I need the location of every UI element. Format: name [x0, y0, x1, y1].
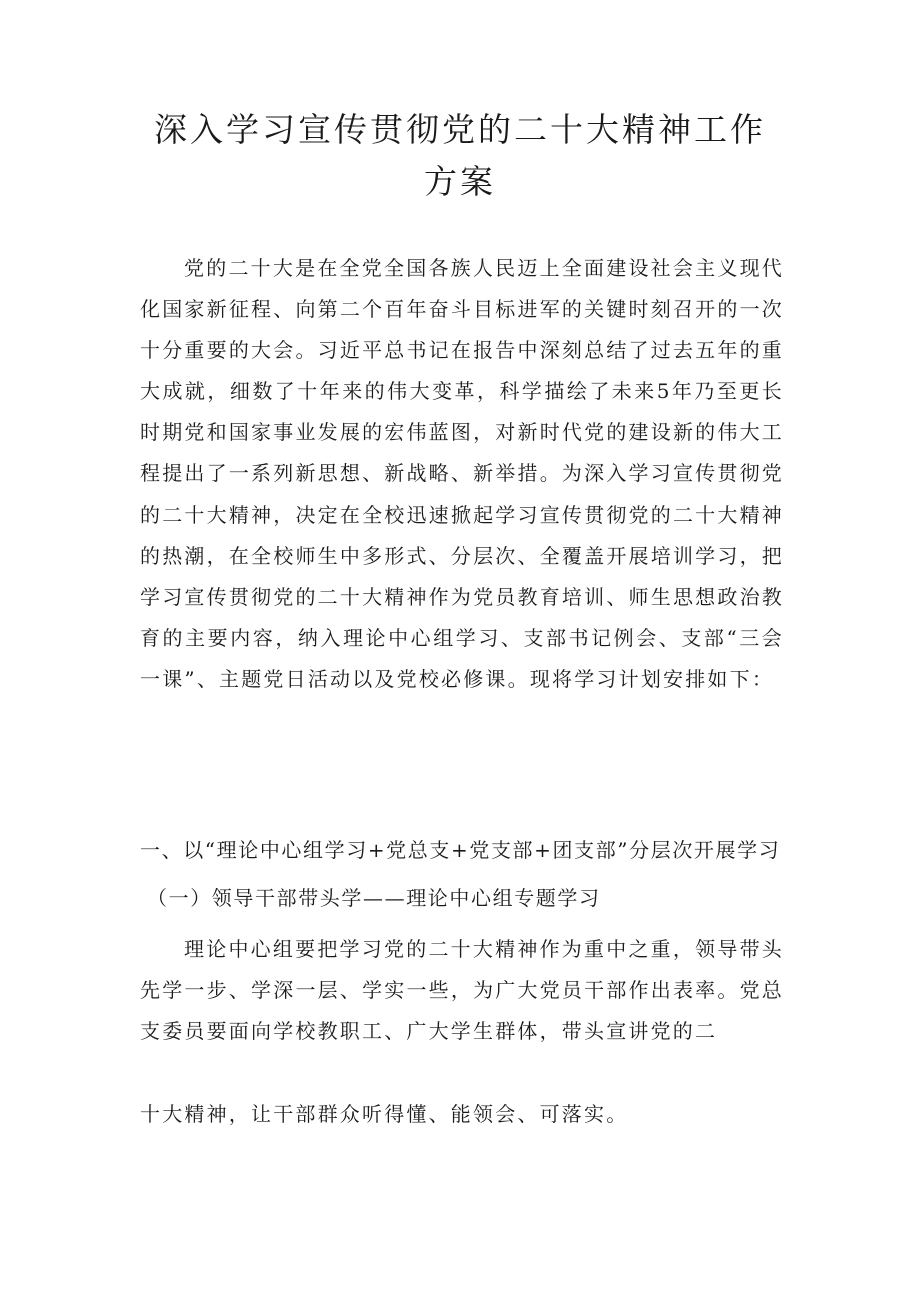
subsection-paragraph: 理论中心组要把学习党的二十大精神作为重中之重，领导带头先学一步、学深一层、学实一些，为广大党员干部作出表率。党总支委员要面向学校教职工、广大学生群体，带头宣讲党的二 — [140, 937, 784, 1043]
document-title: 深入学习宣传贯彻党的二十大精神工作方案 — [154, 110, 766, 201]
subsection-paragraph-continued: 十大精神，让干部群众听得懂、能领会、可落实。 — [140, 1102, 629, 1126]
subsection-heading: （一）领导干部带头学——理论中心组专题学习 — [147, 886, 601, 910]
section-heading: 一、以“理论中心组学习+党总支+党支部+团支部”分层次开展学习 — [140, 838, 781, 862]
intro-paragraph: 党的二十大是在全党全国各族人民迈上全面建设社会主义现代化国家新征程、向第二个百年奋斗目标进军的关键时刻召开的一次十分重要的大会。习近平总书记在报告中深刻总结了过去五年的重大成就，细数了十年来的伟大变革，科学描绘了未来5年乃至更长时期党和国家事业发展的宏伟蓝图，对新时代党的建设新的伟大工程提出了一系列新思想、新战略、新举措。为深入学习宣传贯彻党的二十大精神，决定在全校迅速掀起学习宣传贯彻党的二十大精神的热潮，在全校师生中多形式、分层次、全覆盖开展培训学习，把学习宣传贯彻党的二十大精神作为党员教育培训、师生思想政治教育的主要内容，纳入理论中心组学习、支部书记例会、支部“三会一课”、主题党日活动以及党校必修课。现将学习计划安排如下： — [140, 256, 784, 691]
